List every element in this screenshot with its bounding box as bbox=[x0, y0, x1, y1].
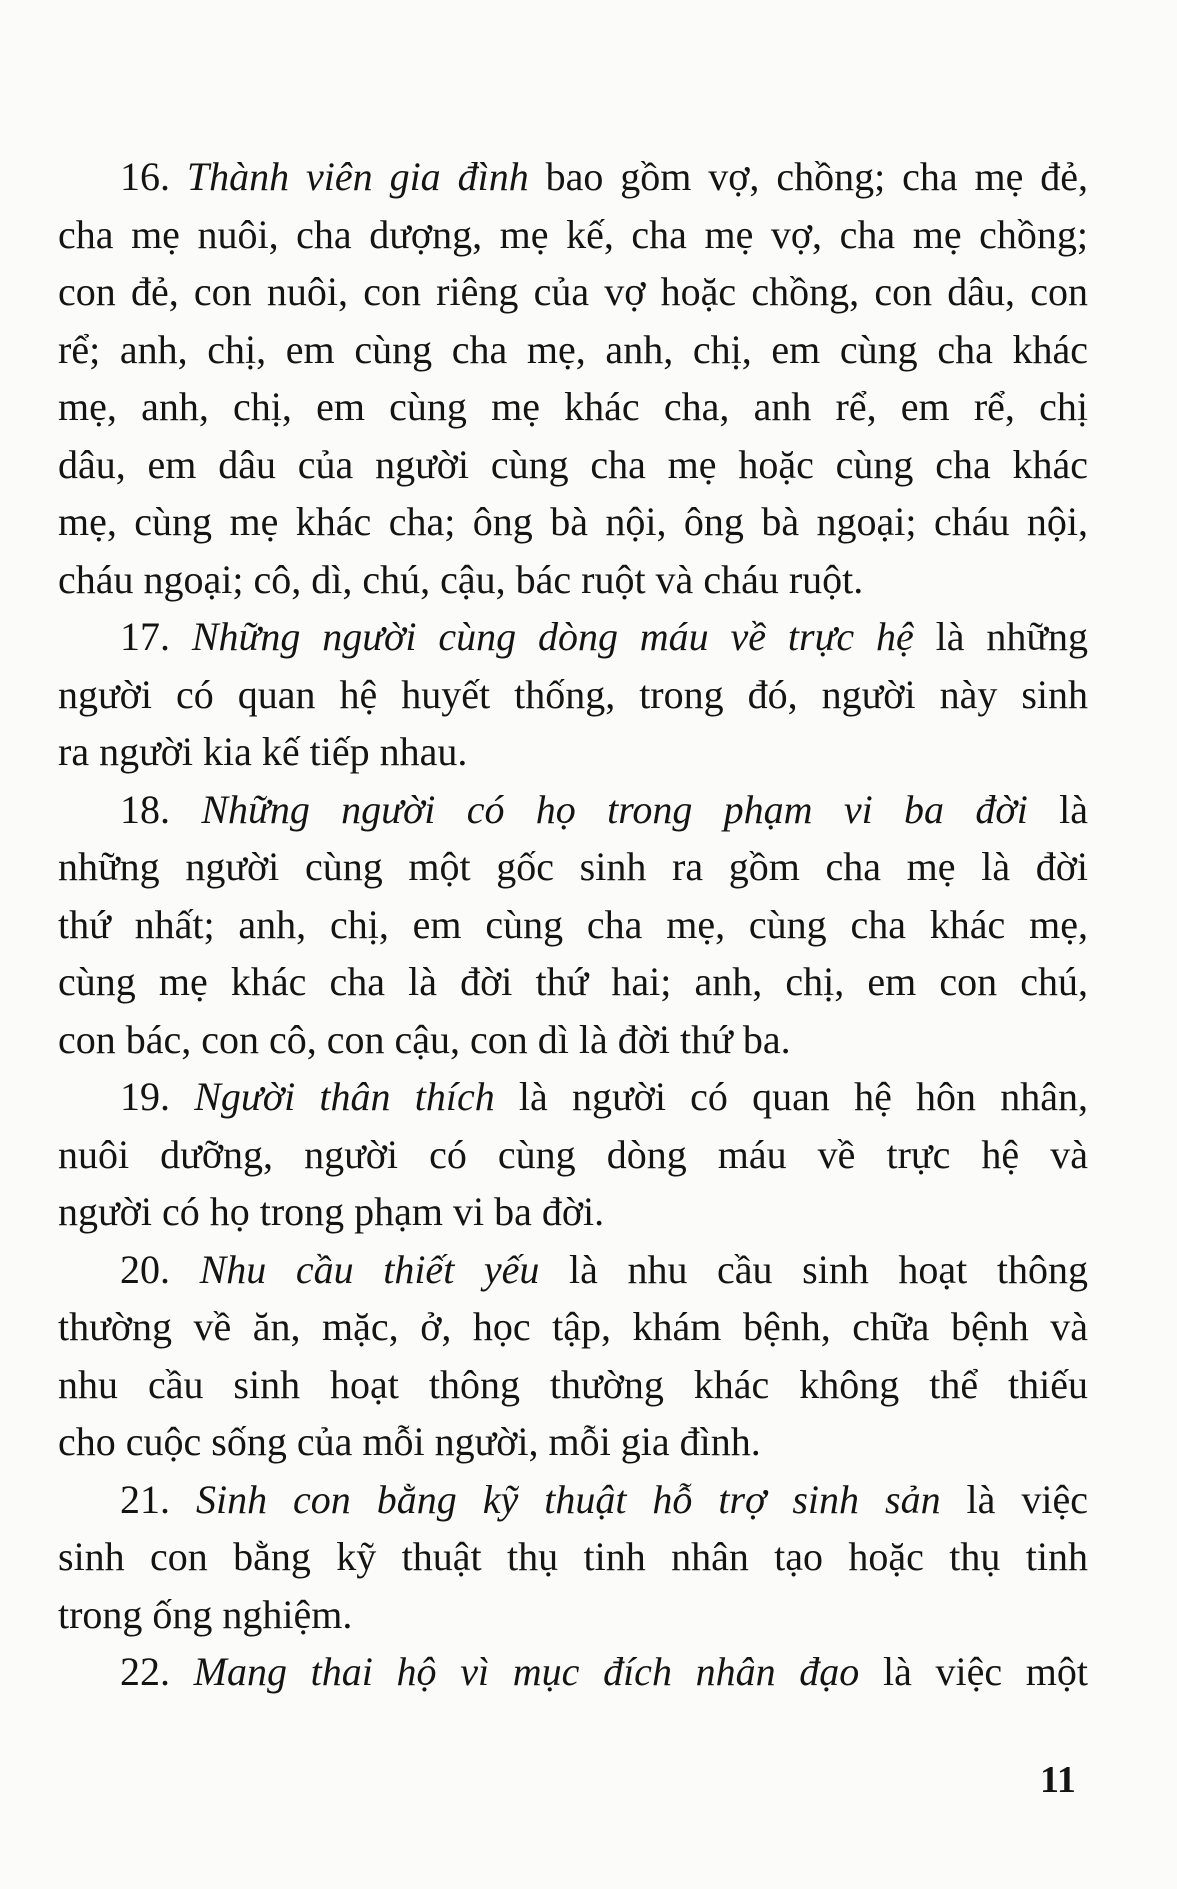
text-line: người có quan hệ huyết thống, trong đó, người này sinh bbox=[58, 671, 1088, 717]
defined-term: Sinh con bằng kỹ thuật hỗ trợ sinh sản bbox=[195, 1476, 941, 1522]
definition-21 bbox=[58, 1471, 1088, 1644]
text-line: thứ nhất; anh, chị, em cùng cha mẹ, cùng cha khác mẹ, bbox=[58, 901, 1088, 947]
defined-term: Người thân thích bbox=[194, 1074, 495, 1119]
text-line: cha mẹ nuôi, cha dượng, mẹ kế, cha mẹ vợ, cha mẹ chồng; bbox=[58, 211, 1088, 257]
text-line: cho cuộc sống của mỗi người, mỗi gia đình. bbox=[58, 1419, 761, 1464]
definition-22 bbox=[58, 1643, 1088, 1701]
text-line: mẹ, anh, chị, em cùng mẹ khác cha, anh rể, em rể, chị bbox=[58, 384, 1088, 429]
text-line: trong ống nghiệm. bbox=[58, 1591, 353, 1637]
text-line: cùng mẹ khác cha là đời thứ hai; anh, chị, em con chú, bbox=[58, 959, 1088, 1004]
text-line: người có họ trong phạm vi ba đời. bbox=[58, 1189, 605, 1234]
text-line: con bác, con cô, con cậu, con dì là đời thứ ba. bbox=[58, 1016, 791, 1062]
definition-20 bbox=[58, 1241, 1088, 1471]
text-line: rể; anh, chị, em cùng cha mẹ, anh, chị, em cùng cha khác bbox=[58, 326, 1088, 372]
text-line: 17. Những người cùng dòng máu về trực hệ là những bbox=[120, 614, 1088, 659]
text-line: thường về ăn, mặc, ở, học tập, khám bệnh, chữa bệnh và bbox=[58, 1304, 1088, 1349]
definition-19 bbox=[58, 1068, 1088, 1241]
page-number: 11 bbox=[1040, 1759, 1076, 1801]
definition-18 bbox=[58, 781, 1088, 1069]
defined-term: Những người có họ trong phạm vi ba đời bbox=[201, 786, 1028, 832]
text-line: 16. Thành viên gia đình bao gồm vợ, chồng; cha mẹ đẻ, bbox=[120, 154, 1089, 199]
text-line: 19. Người thân thích là người có quan hệ hôn nhân, bbox=[120, 1074, 1089, 1119]
text-line: 20. Nhu cầu thiết yếu là nhu cầu sinh hoạt thông bbox=[120, 1246, 1088, 1292]
text-line: ra người kia kế tiếp nhau. bbox=[58, 729, 468, 774]
page-body bbox=[58, 148, 1088, 1701]
text-line: 22. Mang thai hộ vì mục đích nhân đạo là việc một bbox=[120, 1649, 1089, 1694]
defined-term: Nhu cầu thiết yếu bbox=[199, 1246, 540, 1292]
text-line: những người cùng một gốc sinh ra gồm cha mẹ là đời bbox=[58, 844, 1088, 889]
defined-term: Mang thai hộ vì mục đích nhân đạo bbox=[193, 1649, 860, 1694]
text-line: sinh con bằng kỹ thuật thụ tinh nhân tạo hoặc thụ tinh bbox=[58, 1534, 1088, 1579]
text-line: mẹ, cùng mẹ khác cha; ông bà nội, ông bà ngoại; cháu nội, bbox=[58, 499, 1088, 544]
text-line: con đẻ, con nuôi, con riêng của vợ hoặc chồng, con dâu, con bbox=[58, 269, 1088, 314]
definition-16 bbox=[58, 148, 1088, 608]
text-line: cháu ngoại; cô, dì, chú, cậu, bác ruột và cháu ruột. bbox=[58, 556, 864, 602]
text-line: nuôi dưỡng, người có cùng dòng máu về trực hệ và bbox=[58, 1131, 1088, 1177]
defined-term: Thành viên gia đình bbox=[186, 154, 529, 199]
text-line: 18. Những người có họ trong phạm vi ba đời là bbox=[120, 786, 1089, 832]
text-line: dâu, em dâu của người cùng cha mẹ hoặc cùng cha khác bbox=[58, 441, 1088, 487]
definition-17 bbox=[58, 608, 1088, 781]
defined-term: Những người cùng dòng máu về trực hệ bbox=[191, 614, 914, 659]
text-line: 21. Sinh con bằng kỹ thuật hỗ trợ sinh sản là việc bbox=[120, 1476, 1088, 1522]
text-line: nhu cầu sinh hoạt thông thường khác không thể thiếu bbox=[58, 1361, 1088, 1407]
